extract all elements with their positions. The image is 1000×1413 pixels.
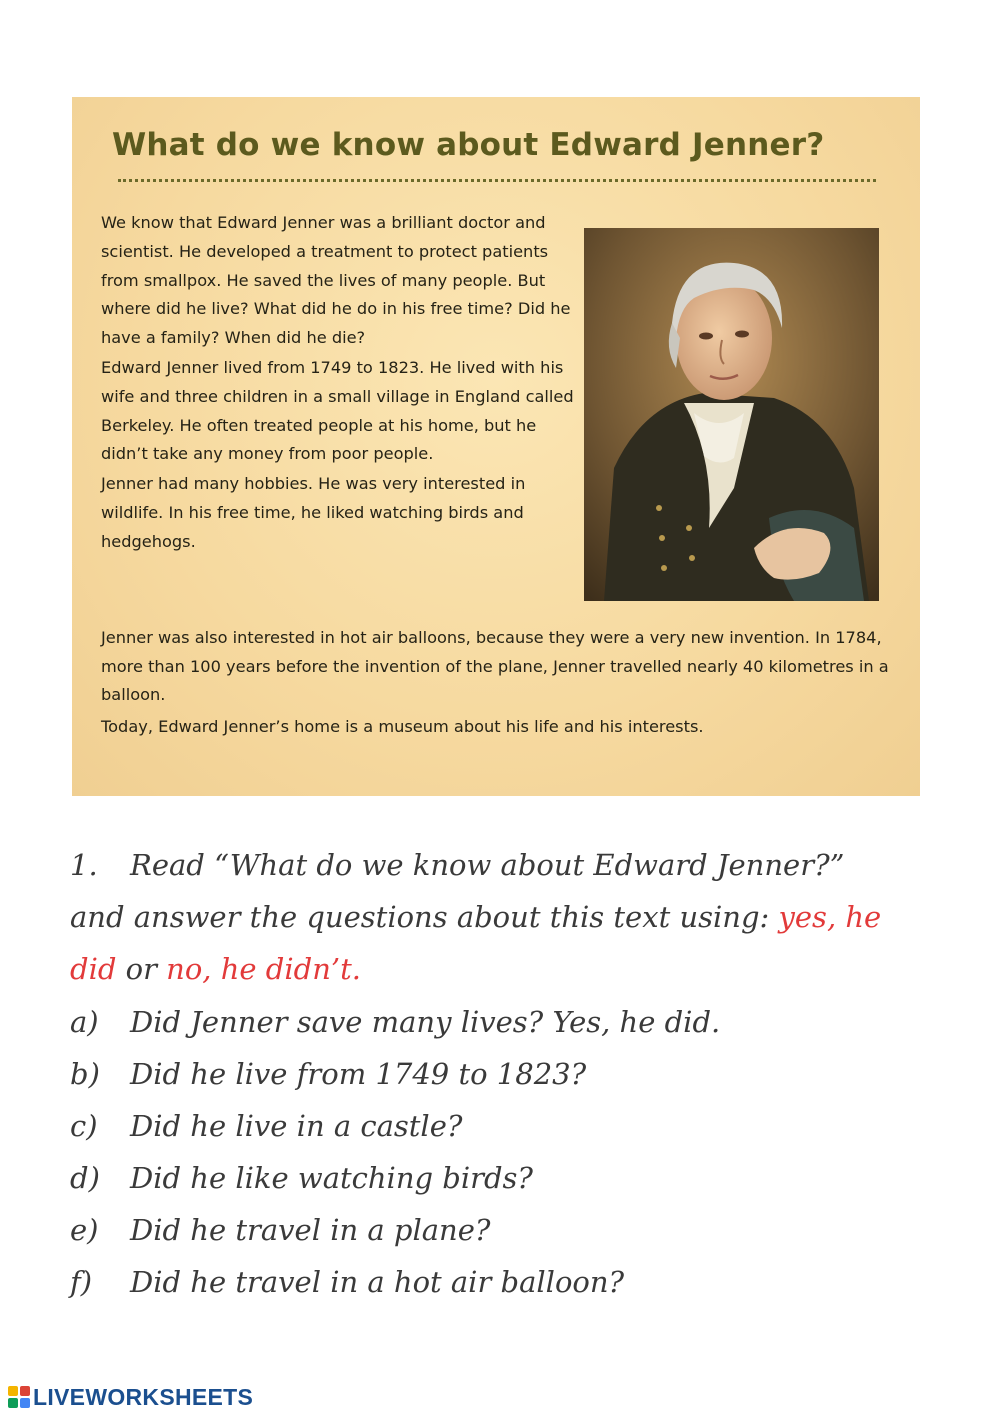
question-item[interactable] <box>70 1005 720 1039</box>
question-letter: d) <box>70 1161 100 1195</box>
exercise-instruction-line-1 <box>70 848 844 882</box>
exercise-instruction: and answer the questions about this text using: <box>70 900 779 934</box>
exercise-instruction-line-3 <box>70 952 361 986</box>
liveworksheets-logo[interactable] <box>8 1382 253 1412</box>
question-text: Did Jenner save many lives? Yes, he did. <box>130 1005 721 1039</box>
exercise-number: 1. <box>70 848 98 882</box>
question-letter: a) <box>70 1005 99 1039</box>
answer-connector: or <box>116 952 167 986</box>
liveworksheets-logo-icon <box>8 1386 30 1408</box>
article-title: What do we know about Edward Jenner? <box>112 127 825 163</box>
question-item[interactable] <box>70 1161 533 1195</box>
article-paragraph: Jenner was also interested in hot air balloons, because they were a very new invention. In 1784, more than 100 years before the invention of the plane, Jenner travelled nearly 40 kilometres in a balloon. <box>101 628 889 704</box>
question-text: Did he travel in a plane? <box>130 1213 491 1247</box>
question-letter: b) <box>70 1057 100 1091</box>
reading-panel <box>72 97 920 796</box>
question-text: Did he live from 1749 to 1823? <box>130 1057 587 1091</box>
question-item[interactable] <box>70 1057 586 1091</box>
article-column <box>101 209 581 557</box>
jenner-portrait <box>584 228 879 601</box>
question-letter: c) <box>70 1109 98 1143</box>
title-divider <box>118 179 876 182</box>
exercise-instruction-line-2 <box>70 900 881 934</box>
article-paragraph: Jenner had many hobbies. He was very interested in wildlife. In his free time, he liked watching birds and hedgehogs. <box>101 474 526 551</box>
answer-option-yes: did <box>70 952 117 986</box>
question-item[interactable] <box>70 1265 624 1299</box>
brand-name: LIVEWORKSHEETS <box>33 1383 254 1410</box>
answer-option-no: no, he didn’t. <box>166 952 361 986</box>
question-item[interactable] <box>70 1109 462 1143</box>
question-text: Did he like watching birds? <box>130 1161 533 1195</box>
question-letter: f) <box>70 1265 93 1299</box>
article-lower-text <box>101 624 901 741</box>
question-item[interactable] <box>70 1213 490 1247</box>
question-text: Did he live in a castle? <box>130 1109 463 1143</box>
answer-option-yes: yes, he <box>778 900 882 934</box>
article-paragraph: Edward Jenner lived from 1749 to 1823. He lived with his wife and three children in a small village in England called Berkeley. He often treated people at his home, but he didn’t take any money from poor people. <box>101 357 574 464</box>
article-paragraph: We know that Edward Jenner was a brilliant doctor and scientist. He developed a treatment to protect patients from smallpox. He saved the lives of many people. But where did he live? What did he do in his free time? Did he have a family? When did he die? <box>101 213 571 348</box>
exercise-instruction: Read “What do we know about Edward Jenner?” <box>130 848 845 882</box>
article-paragraph: Today, Edward Jenner’s home is a museum about his life and his interests. <box>101 716 704 736</box>
question-letter: e) <box>70 1213 99 1247</box>
question-text: Did he travel in a hot air balloon? <box>130 1265 625 1299</box>
